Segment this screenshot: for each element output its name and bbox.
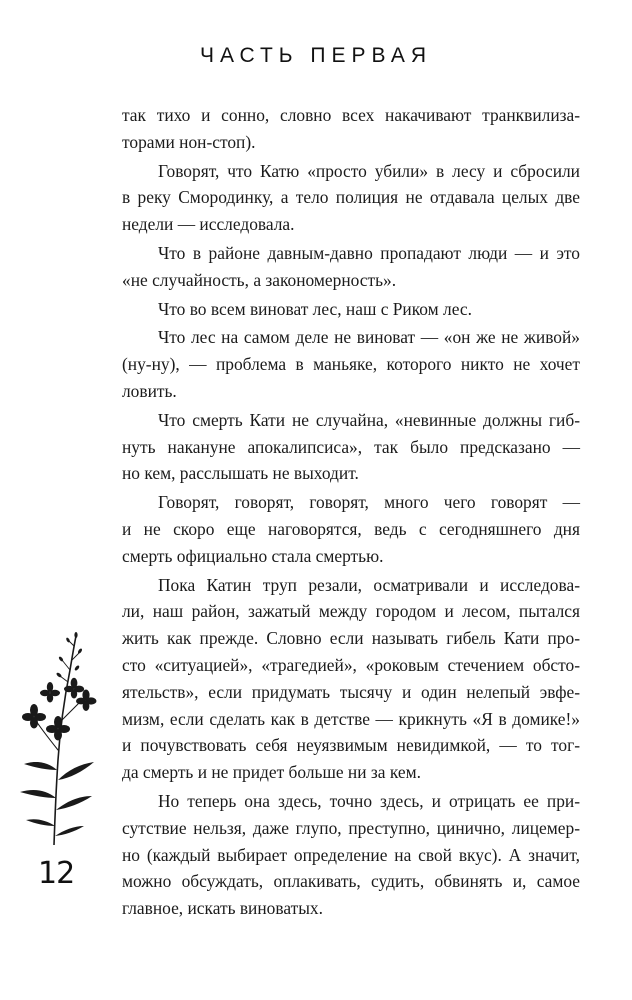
text-line: можно обсуждать, оплакивать, судить, обвинять и, самое (122, 871, 580, 892)
text-line: сутствие нельзя, даже глупо, преступно, цинично, лицемер- (122, 817, 580, 838)
text-line: Говорят, что Катю «просто убили» в лесу и сбросили (158, 160, 580, 181)
text-line: ловить. (122, 380, 177, 401)
text-line: жить как прежде. Словно если называть гибель Кати про- (122, 628, 580, 649)
text-line: торами нон-стоп). (122, 131, 256, 152)
text-line: в реку Смородинку, а тело полиция не отдавала целых две (122, 187, 580, 208)
paragraph (122, 407, 580, 487)
running-head: ЧАСТЬ ПЕРВАЯ (199, 44, 433, 67)
text-line: и не скоро еще наговорятся, ведь с сегодняшнего дня (122, 518, 580, 539)
paragraph (122, 489, 580, 569)
text-line: сто «ситуацией», «трагедией», «роковым стечением обсто- (122, 654, 580, 675)
text-line: но (каждый выбирает определение на свой вкус). А значит, (122, 844, 580, 865)
text-line: «не случайность, а закономерность». (122, 269, 397, 290)
text-line: Что во всем виноват лес, наш с Риком лес. (158, 298, 472, 319)
paragraph (122, 324, 580, 404)
text-line: Что в районе давным-давно пропадают люди — и это (158, 242, 580, 263)
text-line: ли, наш район, зажатый между городом и лесом, пытался (122, 601, 580, 622)
text-line: мизм, если сделать как в детстве — крикнуть «Я в домике!» (122, 708, 580, 729)
fireweed-illustration (14, 630, 100, 845)
paragraph (122, 788, 580, 922)
text-line: ятельств», если придумать тысячу и один нелепый эвфе- (122, 681, 580, 702)
body-text (122, 102, 580, 922)
paragraph (122, 240, 580, 294)
text-line: так тихо и сонно, словно всех накачивают транквилиза- (122, 105, 580, 125)
text-line: (ну-ну), — проблема в маньяке, которого никто не хочет (122, 354, 580, 375)
text-line: Говорят, говорят, говорят, много чего говорят — (158, 492, 580, 513)
paragraph (122, 158, 580, 238)
paragraph (122, 296, 580, 323)
text-line: да смерть и не придет больше ни за кем. (122, 762, 421, 783)
text-line: нуть накануне апокалипсиса», так было предсказано — (122, 436, 580, 457)
text-line: Что лес на самом деле не виноват — «он же не живой» (158, 327, 580, 348)
text-line: Пока Катин труп резали, осматривали и исследова- (158, 574, 580, 595)
text-line: Но теперь она здесь, точно здесь, и отрицать ее при- (158, 790, 580, 811)
text-line: но кем, расслышать не выходит. (122, 463, 359, 484)
text-line: Что смерть Кати не случайна, «невинные должны гиб- (158, 409, 580, 430)
page-number: 12 (38, 856, 75, 891)
paragraph (122, 102, 580, 156)
text-line: главное, искать виноватых. (122, 898, 323, 919)
paragraph (122, 572, 580, 786)
text-line: и почувствовать себя неуязвимым невидимкой, — то тог- (122, 735, 580, 756)
text-line: недели — исследовала. (122, 214, 295, 235)
text-line: смерть официально стала смертью. (122, 545, 384, 566)
